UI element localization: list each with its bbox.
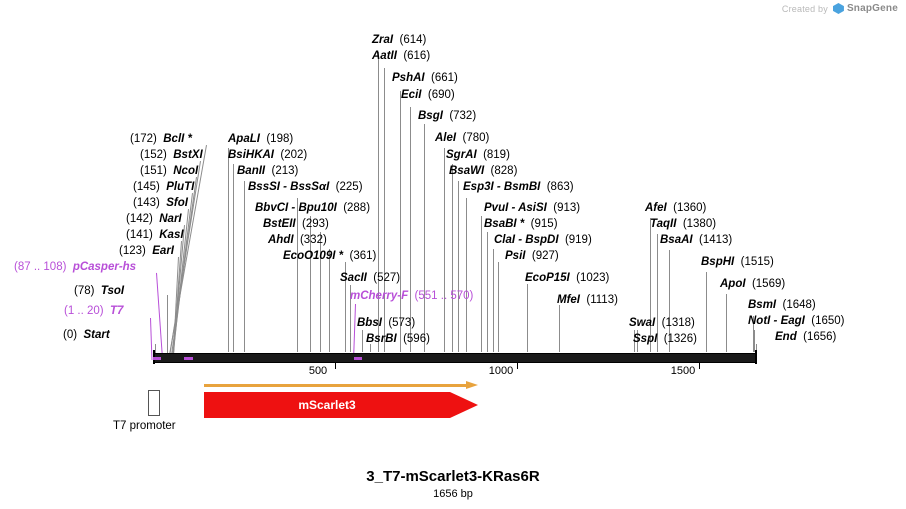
site-label-bsphi[interactable]: BspHI (1515) — [701, 256, 774, 268]
site-label-eari[interactable]: (123) EarI — [119, 245, 174, 257]
ruler-tick-500 — [335, 362, 336, 369]
site-label-sacii[interactable]: SacII (527) — [340, 272, 401, 284]
feature-t7-promoter[interactable] — [148, 390, 160, 416]
site-label-nari[interactable]: (142) NarI — [126, 213, 182, 225]
ruler-label-500: 500 — [308, 365, 328, 377]
backbone-end-cap — [755, 350, 757, 364]
orf-arrow-bar — [204, 384, 468, 387]
site-label-afei[interactable]: AfeI (1360) — [645, 202, 707, 214]
site-label-ncoi[interactable]: (151) NcoI — [140, 165, 199, 177]
watermark-brand: SnapGene — [846, 3, 898, 14]
site-label-taqii[interactable]: TaqII (1380) — [650, 218, 717, 230]
snapgene-watermark — [782, 3, 898, 14]
site-label-bsawi[interactable]: BsaWI (828) — [449, 165, 518, 177]
feature-pcasper-hs[interactable] — [184, 357, 193, 360]
feature-mcherry-f[interactable] — [354, 357, 362, 360]
ruler-label-1000: 1000 — [488, 365, 514, 377]
site-label-alei[interactable]: AleI (780) — [435, 132, 490, 144]
site-label-bsteii[interactable]: BstEII (293) — [263, 218, 329, 230]
site-label-start[interactable]: (0) Start — [63, 329, 110, 341]
feature-arrow-head — [450, 392, 478, 418]
feature-t7[interactable] — [153, 357, 161, 360]
site-label-pshai[interactable]: PshAI (661) — [392, 72, 458, 84]
site-label-esp3i-bsmbi[interactable]: Esp3I - BsmBI (863) — [463, 181, 574, 193]
site-label-noti-eagi[interactable]: NotI - EagI (1650) — [748, 315, 845, 327]
watermark-created-by: Created by — [781, 3, 828, 14]
site-label-pluti[interactable]: (145) PluTI — [133, 181, 195, 193]
annotation-label-pcasper-hs[interactable]: (87 .. 108) pCasper-hs — [14, 261, 137, 273]
site-label-psii[interactable]: PsiI (927) — [505, 250, 559, 262]
site-label-kasi[interactable]: (141) KasI — [126, 229, 184, 241]
feature-label-mscarlet3: mScarlet3 — [298, 398, 356, 412]
site-label-bsihkai[interactable]: BsiHKAI (202) — [228, 149, 308, 161]
site-label-aatii[interactable]: AatII (616) — [372, 50, 431, 62]
ruler-tick-1500 — [699, 362, 700, 369]
site-label-bsgi[interactable]: BsgI (732) — [418, 110, 477, 122]
site-label-bsmi[interactable]: BsmI (1648) — [748, 299, 816, 311]
site-label-sgrai[interactable]: SgrAI (819) — [446, 149, 510, 161]
site-label-sfoi[interactable]: (143) SfoI — [133, 197, 188, 209]
plasmid-length: 1656 bp — [433, 488, 473, 500]
site-label-bsaai[interactable]: BsaAI (1413) — [660, 234, 733, 246]
site-label-apoi[interactable]: ApoI (1569) — [720, 278, 786, 290]
sequence-backbone[interactable] — [153, 353, 757, 363]
page-title: 3_T7-mScarlet3-KRas6R — [366, 468, 540, 485]
site-label-bsssi-bsssai[interactable]: BssSI - BssSαI (225) — [248, 181, 363, 193]
site-label-ecop15i[interactable]: EcoP15I (1023) — [525, 272, 610, 284]
site-label-end[interactable]: End (1656) — [775, 331, 837, 343]
site-label-ahdi[interactable]: AhdI (332) — [268, 234, 327, 246]
site-label-mfei[interactable]: MfeI (1113) — [557, 294, 618, 306]
site-label-bsabi[interactable]: BsaBI * (915) — [484, 218, 558, 230]
site-label-sspi[interactable]: SspI (1326) — [633, 333, 697, 345]
orf-arrow-tip — [466, 381, 478, 389]
ruler-label-1500: 1500 — [670, 365, 696, 377]
site-label-clai-bspdi[interactable]: ClaI - BspDI (919) — [494, 234, 592, 246]
site-label-pvui-asisi[interactable]: PvuI - AsiSI (913) — [484, 202, 581, 214]
ruler-tick-1000 — [517, 362, 518, 369]
site-label-swai[interactable]: SwaI (1318) — [629, 317, 695, 329]
site-label-apali[interactable]: ApaLI (198) — [228, 133, 294, 145]
site-label-banii[interactable]: BanII (213) — [237, 165, 299, 177]
site-label-bbvci-bpu10i[interactable]: BbvCI - Bpu10I (288) — [255, 202, 371, 214]
site-label-ecoo109i[interactable]: EcoO109I * (361) — [283, 250, 377, 262]
site-label-bbsi[interactable]: BbsI (573) — [357, 317, 416, 329]
site-label-tsoi[interactable]: (78) TsoI — [74, 285, 125, 297]
orf-arrow — [204, 381, 478, 390]
feature-mscarlet3[interactable] — [204, 392, 478, 418]
site-label-bcli[interactable]: (172) BclI * — [130, 133, 193, 145]
annotation-label-t7[interactable]: (1 .. 20) T7 — [64, 305, 124, 317]
site-label-zrai[interactable]: ZraI (614) — [372, 34, 427, 46]
site-label-bsrbi[interactable]: BsrBI (596) — [366, 333, 430, 345]
site-label-bstxi[interactable]: (152) BstXI — [140, 149, 203, 161]
snapgene-logo-icon — [833, 3, 844, 14]
annotation-label-mcherry-f[interactable]: mCherry-F (551 .. 570) — [350, 290, 474, 302]
site-label-ecii[interactable]: EciI (690) — [401, 89, 455, 101]
feature-label-t7-promoter: T7 promoter — [113, 420, 176, 432]
